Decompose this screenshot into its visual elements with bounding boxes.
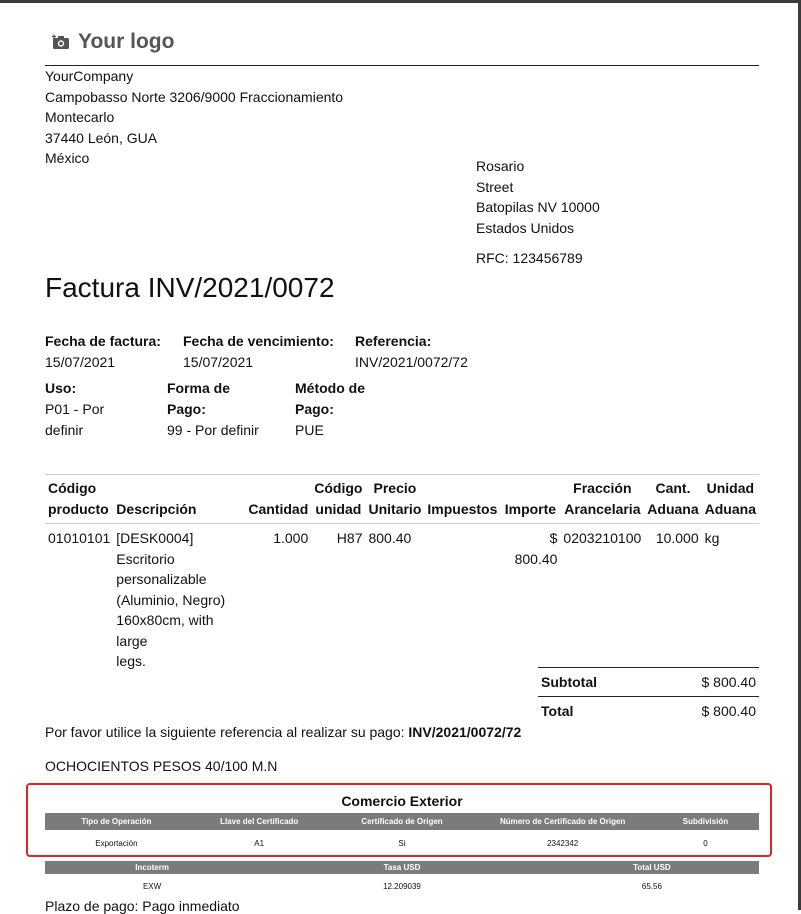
payment-form-label: Forma de [167,380,231,396]
col-taxes: Impuestos [424,475,500,524]
col-code: Código producto [45,475,113,524]
col-total-usd: Total USD [545,861,759,874]
payment-reference-text: Por favor utilice la siguiente referencia al realizar su pago: [45,724,409,740]
col-quantity: Cantidad [245,475,311,524]
payment-form-value: 99 - Por definir [167,422,259,438]
col-subdivision: Subdivisión [652,813,759,830]
payment-reference-code: INV/2021/0072/72 [408,724,522,740]
table-row [45,874,759,899]
subdivision-value: 0 [703,839,708,848]
col-llave-certificado: Llave del Certificado [188,813,331,830]
numero-certificado-value: 2342342 [547,839,579,848]
reference-value: INV/2021/0072/72 [355,354,468,370]
line-taxes [424,524,500,676]
col-amount: Importe [500,475,560,524]
payment-method-block [295,378,365,441]
total-row [538,697,759,726]
line-customs-qty: 10.000 [655,530,699,546]
col-tariff: Fracción Arancelaria [560,475,644,524]
col-customs-qty: Cant. Aduana [644,475,701,524]
company-street: Campobasso Norte 3206/9000 Fraccionamiento [45,88,344,105]
line-tariff: 0203210100 [563,530,642,546]
col-certificado-origen: Certificado de Origen [331,813,474,830]
logo-text: Your logo [78,30,175,53]
col-description: Descripción [113,475,245,524]
subtotal-label: Subtotal [538,668,650,697]
partner-street: Street [476,178,514,195]
incoterm-header-row [45,861,759,874]
llave-certificado-value: A1 [254,839,265,848]
line-uom: H87 [336,530,363,546]
line-code: 01010101 [48,530,111,546]
company-name: YourCompany [45,68,134,84]
incoterm-table [45,861,759,899]
company-street2: Montecarlo [45,109,115,125]
partner-country: Estados Unidos [476,219,575,236]
partner-rfc: RFC: 123456789 [476,250,583,266]
col-price: Precio Unitario [365,475,424,524]
company-address [45,66,343,169]
total-value: $ 800.40 [650,697,759,726]
tasa-usd-value: 12.209039 [383,882,421,891]
invoice-date-value: 15/07/2021 [45,354,116,370]
highlight-box [26,783,772,857]
amount-in-words: OCHOCIENTOS PESOS 40/100 M.N [45,758,278,774]
partner-address [476,156,600,238]
company-country: México [45,150,90,166]
table-row [45,524,759,676]
invoice-title: Factura INV/2021/0072 [45,272,335,303]
certificado-origen-value: Si [398,839,406,848]
invoice-date-block [45,331,161,373]
total-label: Total [538,697,650,726]
company-city: 37440 León, GUA [45,129,158,146]
reference-label: Referencia: [355,333,432,349]
line-quantity: 1.000 [273,530,309,546]
usage-block [45,378,104,441]
line-price: 800.40 [368,530,412,546]
col-tipo-operacion: Tipo de Operación [45,813,188,830]
tipo-operacion-value: Exportación [95,839,138,848]
incoterm-value: EXW [142,882,162,891]
due-date-label: Fecha de vencimiento: [183,333,334,349]
company-logo [52,30,174,54]
page-edge-top [0,0,801,3]
payment-method-label: Método de [295,380,365,396]
invoice-lines-table [45,474,759,676]
col-uom: Código unidad [311,475,365,524]
usage-label: Uso: [45,380,77,396]
payment-reference [45,724,521,740]
col-tasa-usd: Tasa USD [259,861,545,874]
usage-value-cont: definir [45,422,84,438]
invoice-date-label: Fecha de factura: [45,333,161,349]
line-amount: $ 800.40 [514,530,558,567]
reference-block [355,331,468,373]
payment-form-block [167,378,259,441]
total-usd-value: 65.56 [641,882,662,891]
payment-method-value: PUE [295,422,324,438]
line-customs-uom: kg [704,530,720,546]
payment-term: Plazo de pago: Pago inmediato [45,898,240,914]
partner-name: Rosario [476,158,525,174]
line-description: [DESK0004] Escritorio personalizable (Aluminio, Negro) 160x80cm, with large legs. [116,530,226,669]
due-date-block [183,331,334,373]
subtotal-value: $ 800.40 [650,668,759,697]
comercio-exterior-title: Comercio Exterior [341,793,463,809]
col-customs-uom: Unidad Aduana [702,475,759,524]
usage-value: P01 - Por [45,401,105,417]
subtotal-row [538,668,759,697]
due-date-value: 15/07/2021 [183,354,254,370]
totals-table [538,667,759,725]
payment-form-label-cont: Pago: [167,401,206,417]
payment-method-label-cont: Pago: [295,401,334,417]
camera-plus-icon [52,34,70,50]
col-numero-certificado: Número de Certificado de Origen [473,813,652,830]
col-incoterm: Incoterm [45,861,259,874]
partner-city: Batopilas NV 10000 [476,199,600,215]
lines-header-row [45,475,759,524]
